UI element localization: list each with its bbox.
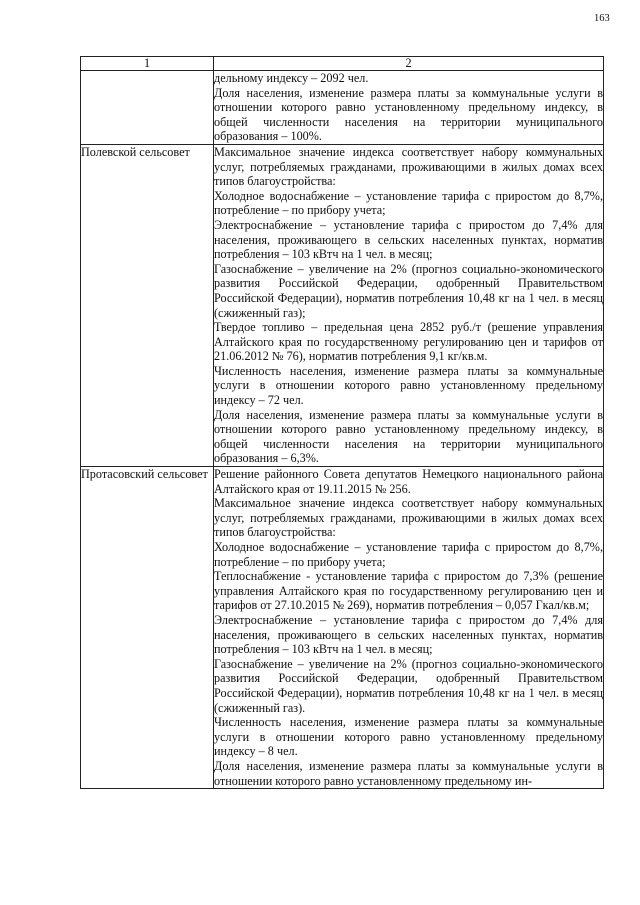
paragraph: Холодное водоснабжение – установление тарифа с приростом до 8,7%, потребление – по прибору учета; [214,540,603,569]
paragraph: Максимальное значение индекса соответствует набору коммунальных услуг, потребляемых гражданами, проживающими в жилых домах всех типов благоустройства: [214,144,603,189]
paragraph: Холодное водоснабжение – установление тарифа с приростом до 8,7%, потребление – по прибору учета; [214,188,603,218]
region-cell: Протасовский сельсовет [81,467,214,789]
paragraph: Максимальное значение индекса соответствует набору коммунальных услуг, потребляемых гражданами, проживающими в жилых домах всех типов благоустройства: [214,496,603,540]
table-row [81,144,604,466]
paragraph: Твердое топливо – предельная цена 2852 руб./т (решение управления Алтайского края по государственному регулированию цен и тарифов от 21.06.2012 № 76), норматив потребления 9,1 кг/кв.м. [214,320,603,364]
content-cell [214,71,604,145]
paragraph: Электроснабжение – установление тарифа с приростом до 7,4% для населения, проживающего в сельских населенных пунктах, норматив потребления – 103 кВтч на 1 чел. в месяц; [214,217,603,262]
region-cell: Полевской сельсовет [81,144,214,466]
table-header-row [81,57,604,71]
paragraph: Решение районного Совета депутатов Немецкого национального района Алтайского края от 19.11.2015 № 256. [214,467,603,496]
column-header-2: 2 [214,57,604,71]
paragraph: Теплоснабжение - установление тарифа с приростом до 7,3% (решение управления Алтайского края по государственному регулированию цен и тарифов от 27.10.2015 № 269), норматив потребления – 0,057 Гкал/кв.м; [214,569,603,613]
paragraph: Численность населения, изменение размера платы за коммунальные услуги в отношении которого равно установленному предельному индексу – 8 чел. [214,715,603,759]
column-header-1: 1 [81,57,214,71]
paragraph: Доля населения, изменение размера платы за коммунальные услуги в отношении которого равно установленному предельному индексу, в общей численности населения на территории муниципального образования – 100%. [214,85,603,144]
paragraph: дельному индексу – 2092 чел. [214,71,369,85]
paragraph: Газоснабжение – увеличение на 2% (прогноз социально-экономического развития Российской Федерации, одобренный Правительством Российской Федерации), норматив потребления 10,48 кг на 1 чел. в месяц (сжиженный газ); [214,261,603,320]
content-cell [214,467,604,789]
paragraph: Численность населения, изменение размера платы за коммунальные услуги в отношении которого равно установленному предельному индексу – 72 чел. [214,363,603,408]
table-row [81,467,604,789]
document-table [80,56,604,789]
region-cell [81,71,214,145]
paragraph: Электроснабжение – установление тарифа с приростом до 7,4% для населения, проживающего в сельских населенных пунктах, норматив потребления – 103 кВтч на 1 чел. в месяц; [214,612,603,657]
paragraph: Доля населения, изменение размера платы за коммунальные услуги в отношении которого равно установленному предельному ин- [214,758,603,788]
content-cell [214,144,604,466]
page-number: 163 [594,13,610,24]
table-row [81,71,604,145]
paragraph: Газоснабжение – увеличение на 2% (прогноз социально-экономического развития Российской Федерации, одобренный Правительством Российской Федерации), норматив потребления 10,48 кг на 1 чел. в месяц (сжиженный газ). [214,656,603,715]
paragraph: Доля населения, изменение размера платы за коммунальные услуги в отношении которого равно установленному предельному индексу, в общей численности населения на территории муниципального образования – 6,3%. [214,407,603,466]
